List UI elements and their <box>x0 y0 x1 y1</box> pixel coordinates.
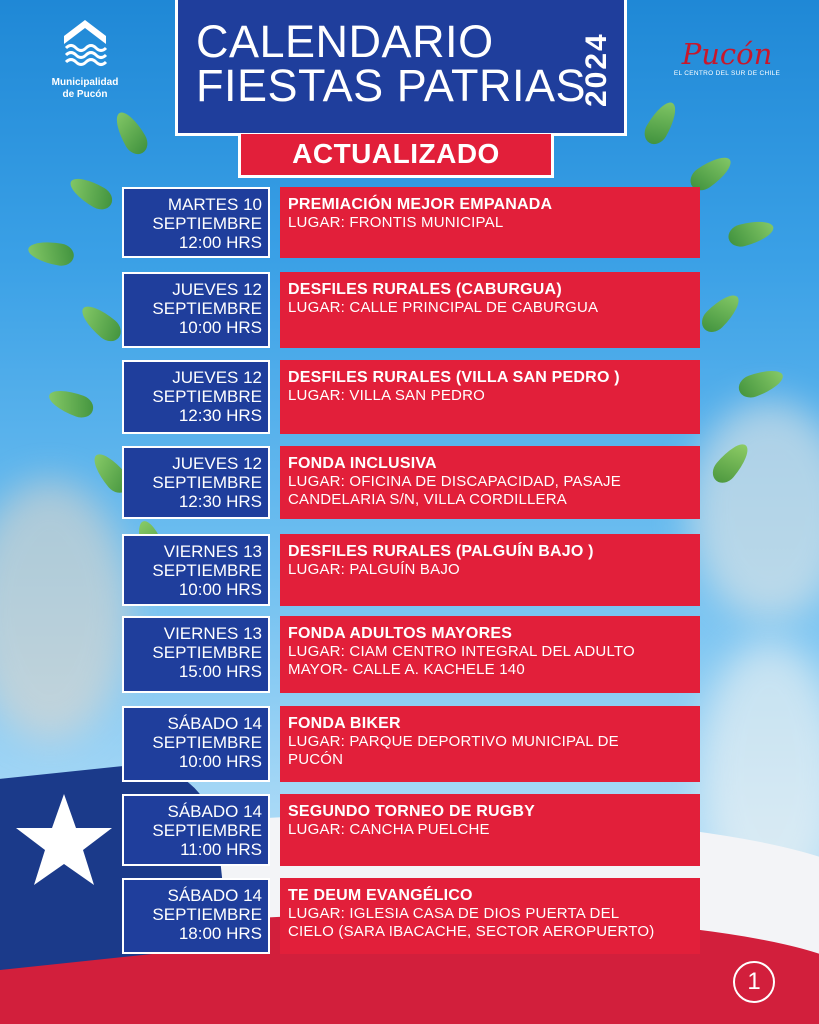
event-place: LUGAR: CIAM CENTRO INTEGRAL DEL ADULTO <box>288 643 635 660</box>
event-date <box>122 446 270 519</box>
event-place: LUGAR: PARQUE DEPORTIVO MUNICIPAL DE <box>288 733 619 750</box>
event-row <box>122 706 700 782</box>
event-time: 10:00 HRS <box>178 318 262 337</box>
event-info <box>280 360 700 434</box>
title-line2: FIESTAS PATRIAS <box>196 60 587 111</box>
event-time: 12:30 HRS <box>178 406 262 425</box>
event-row <box>122 272 700 348</box>
event-day: JUEVES 12 <box>172 280 262 299</box>
event-day: SÁBADO 14 <box>167 886 262 905</box>
event-date <box>122 878 270 954</box>
event-title: TE DEUM EVANGÉLICO <box>288 887 473 904</box>
event-month: SEPTIEMBRE <box>152 473 262 492</box>
event-title: FONDA ADULTOS MAYORES <box>288 625 513 642</box>
event-row <box>122 534 700 606</box>
event-day: SÁBADO 14 <box>167 714 262 733</box>
event-info <box>280 616 700 693</box>
event-date <box>122 272 270 348</box>
event-place: LUGAR: IGLESIA CASA DE DIOS PUERTA DEL <box>288 905 620 922</box>
event-time: 12:00 HRS <box>178 233 262 252</box>
event-day: VIERNES 13 <box>163 542 262 561</box>
event-info <box>280 534 700 606</box>
event-month: SEPTIEMBRE <box>152 643 262 662</box>
event-date <box>122 706 270 782</box>
event-month: SEPTIEMBRE <box>152 214 262 233</box>
pucon-logo <box>668 38 786 77</box>
updated-badge: ACTUALIZADO <box>238 134 554 178</box>
event-row <box>122 616 700 693</box>
event-title: PREMIACIÓN MEJOR EMPANADA <box>288 196 553 213</box>
event-date <box>122 794 270 866</box>
event-time: 12:30 HRS <box>178 492 262 511</box>
event-place: LUGAR: PALGUÍN BAJO <box>288 561 460 578</box>
event-place: PUCÓN <box>288 751 344 768</box>
event-title: FONDA BIKER <box>288 715 401 732</box>
event-time: 11:00 HRS <box>180 840 262 859</box>
event-title: FONDA INCLUSIVA <box>288 455 437 472</box>
event-title: DESFILES RURALES (VILLA SAN PEDRO ) <box>288 369 620 386</box>
event-info <box>280 446 700 519</box>
pucon-brand-name: Pucón <box>681 37 773 71</box>
event-date <box>122 187 270 258</box>
event-place: LUGAR: CALLE PRINCIPAL DE CABURGUA <box>288 299 599 316</box>
municipality-mark-icon <box>58 18 112 68</box>
title-box <box>175 0 627 136</box>
municipality-name-line2: de Pucón <box>62 89 108 100</box>
event-info <box>280 272 700 348</box>
page-number: 1 <box>733 961 775 1003</box>
title-line1: CALENDARIO <box>196 16 494 67</box>
event-row <box>122 187 700 258</box>
event-time: 10:00 HRS <box>178 752 262 771</box>
event-day: JUEVES 12 <box>172 368 262 387</box>
event-info <box>280 187 700 258</box>
event-row <box>122 878 700 954</box>
event-info <box>280 706 700 782</box>
title-year: 2024 <box>580 32 613 108</box>
event-place: LUGAR: FRONTIS MUNICIPAL <box>288 214 504 231</box>
event-month: SEPTIEMBRE <box>152 387 262 406</box>
event-time: 15:00 HRS <box>178 662 262 681</box>
event-info <box>280 794 700 866</box>
event-month: SEPTIEMBRE <box>152 299 262 318</box>
event-day: JUEVES 12 <box>172 454 262 473</box>
event-place: CANDELARIA S/N, VILLA CORDILLERA <box>288 491 567 508</box>
event-place: LUGAR: CANCHA PUELCHE <box>288 821 490 838</box>
pucon-tagline: EL CENTRO DEL SUR DE CHILE <box>673 70 781 77</box>
event-row <box>122 446 700 519</box>
event-place: CIELO (SARA IBACACHE, SECTOR AEROPUERTO) <box>288 923 655 940</box>
event-info <box>280 878 700 954</box>
event-date <box>122 616 270 693</box>
event-title: SEGUNDO TORNEO DE RUGBY <box>288 803 535 820</box>
event-title: DESFILES RURALES (PALGUÍN BAJO ) <box>288 543 594 560</box>
event-time: 10:00 HRS <box>178 580 262 599</box>
event-time: 18:00 HRS <box>178 924 262 943</box>
event-month: SEPTIEMBRE <box>152 561 262 580</box>
event-place: MAYOR- CALLE A. KACHELE 140 <box>288 661 525 678</box>
event-month: SEPTIEMBRE <box>152 821 262 840</box>
event-day: MARTES 10 <box>167 195 262 214</box>
event-date <box>122 534 270 606</box>
event-day: SÁBADO 14 <box>167 802 262 821</box>
municipality-name-line1: Municipalidad <box>51 77 119 88</box>
event-row <box>122 794 700 866</box>
event-day: VIERNES 13 <box>163 624 262 643</box>
event-row <box>122 360 700 434</box>
event-place: LUGAR: OFICINA DE DISCAPACIDAD, PASAJE <box>288 473 621 490</box>
event-date <box>122 360 270 434</box>
event-month: SEPTIEMBRE <box>152 905 262 924</box>
municipality-logo <box>40 18 130 101</box>
event-title: DESFILES RURALES (CABURGUA) <box>288 281 562 298</box>
flag-star-icon <box>14 790 114 890</box>
event-month: SEPTIEMBRE <box>152 733 262 752</box>
event-place: LUGAR: VILLA SAN PEDRO <box>288 387 485 404</box>
